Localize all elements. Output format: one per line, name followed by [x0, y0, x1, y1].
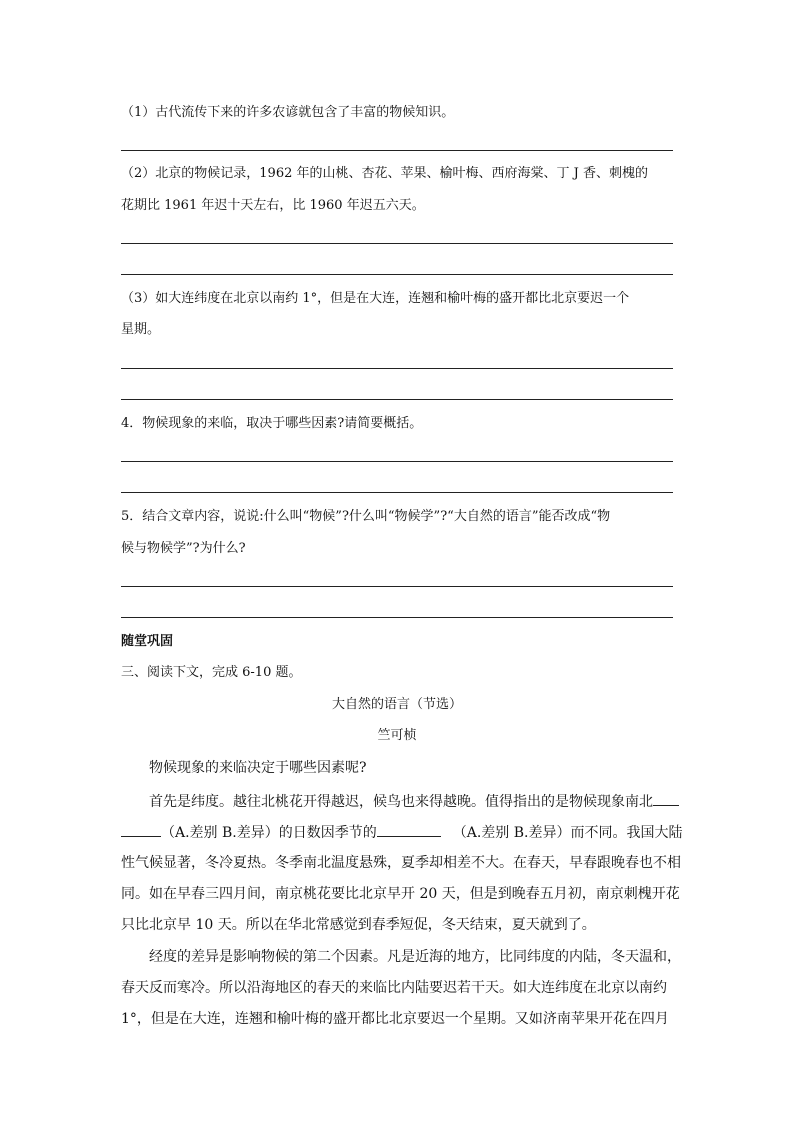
question-4: 4．物候现象的来临，取决于哪些因素?请简要概括。 [121, 416, 423, 431]
fill-blank-1b[interactable] [121, 822, 161, 837]
q3-item3-line1: （3）如大连纬度在北京以南约 1°，但是在大连，连翘和榆叶梅的盛开都比北京要迟一个 [121, 291, 630, 306]
answer-line[interactable] [121, 617, 673, 618]
answer-line[interactable] [121, 586, 673, 587]
article-p3-line3: 1°，但是在大连，连翘和榆叶梅的盛开都比北京要迟一个星期。又如济南苹果开花在四月 [121, 1011, 669, 1027]
question-5-line1: 5．结合文章内容，说说:什么叫“物候”?什么叫“物候学”?“大自然的语言”能否改成“物 [121, 509, 611, 524]
answer-line[interactable] [121, 243, 673, 244]
article-p2-line2 [121, 822, 683, 842]
answer-line[interactable] [121, 399, 673, 400]
article-p2-line1 [149, 791, 679, 811]
p2-line1-text: 首先是纬度。越往北桃花开得越迟，候鸟也来得越晚。值得指出的是物候现象南北 [149, 794, 653, 810]
section-heading: 随堂巩固 [121, 634, 174, 649]
article-p2-line3: 性气候显著，冬冷夏热。冬季南北温度悬殊，夏季却相差不大。在春天，早春跟晚春也不相 [121, 855, 681, 871]
fill-blank-1a[interactable] [653, 791, 679, 806]
article-title: 大自然的语言（节选） [331, 697, 462, 712]
q3-item3-line2: 星期。 [121, 322, 161, 337]
answer-line[interactable] [121, 274, 673, 275]
answer-line[interactable] [121, 461, 673, 462]
p2-line2-text-b: （A.差别 B.差异）而不同。我国大陆 [452, 825, 683, 841]
fill-blank-2[interactable] [377, 822, 441, 837]
answer-line[interactable] [121, 150, 673, 151]
q3-item2-line2: 花期比 1961 年迟十天左右，比 1960 年迟五六天。 [121, 198, 425, 213]
article-p2-line4: 同。如在早春三四月间，南京桃花要比北京早开 20 天，但是到晚春五月初，南京刺槐开花 [121, 886, 680, 902]
question-5-line2: 候与物候学”?为什么? [121, 541, 246, 556]
article-p3-line2: 春天反而寒冷。所以沿海地区的春天的来临比内陆要迟若干天。如大连纬度在北京以南约 [121, 980, 667, 996]
article-p3-line1: 经度的差异是影响物候的第二个因素。凡是近海的地方，比同纬度的内陆，冬天温和， [149, 949, 681, 965]
q3-item2-line1: （2）北京的物候记录，1962 年的山桃、杏花、苹果、榆叶梅、西府海棠、丁 J 香、刺槐的 [121, 166, 648, 181]
section-instruction: 三、阅读下文，完成 6-10 题。 [121, 665, 302, 680]
article-paragraph-1: 物候现象的来临决定于哪些因素呢? [149, 760, 367, 776]
q3-item1: （1）古代流传下来的许多农谚就包含了丰富的物候知识。 [121, 105, 455, 120]
answer-line[interactable] [121, 492, 673, 493]
article-author: 竺可桢 [377, 728, 417, 743]
article-p2-line5: 只比北京早 10 天。所以在华北常感觉到春季短促，冬天结束，夏天就到了。 [121, 917, 596, 933]
p2-line2-text-a: （A.差别 B.差异）的日数因季节的 [161, 825, 377, 841]
answer-line[interactable] [121, 368, 673, 369]
